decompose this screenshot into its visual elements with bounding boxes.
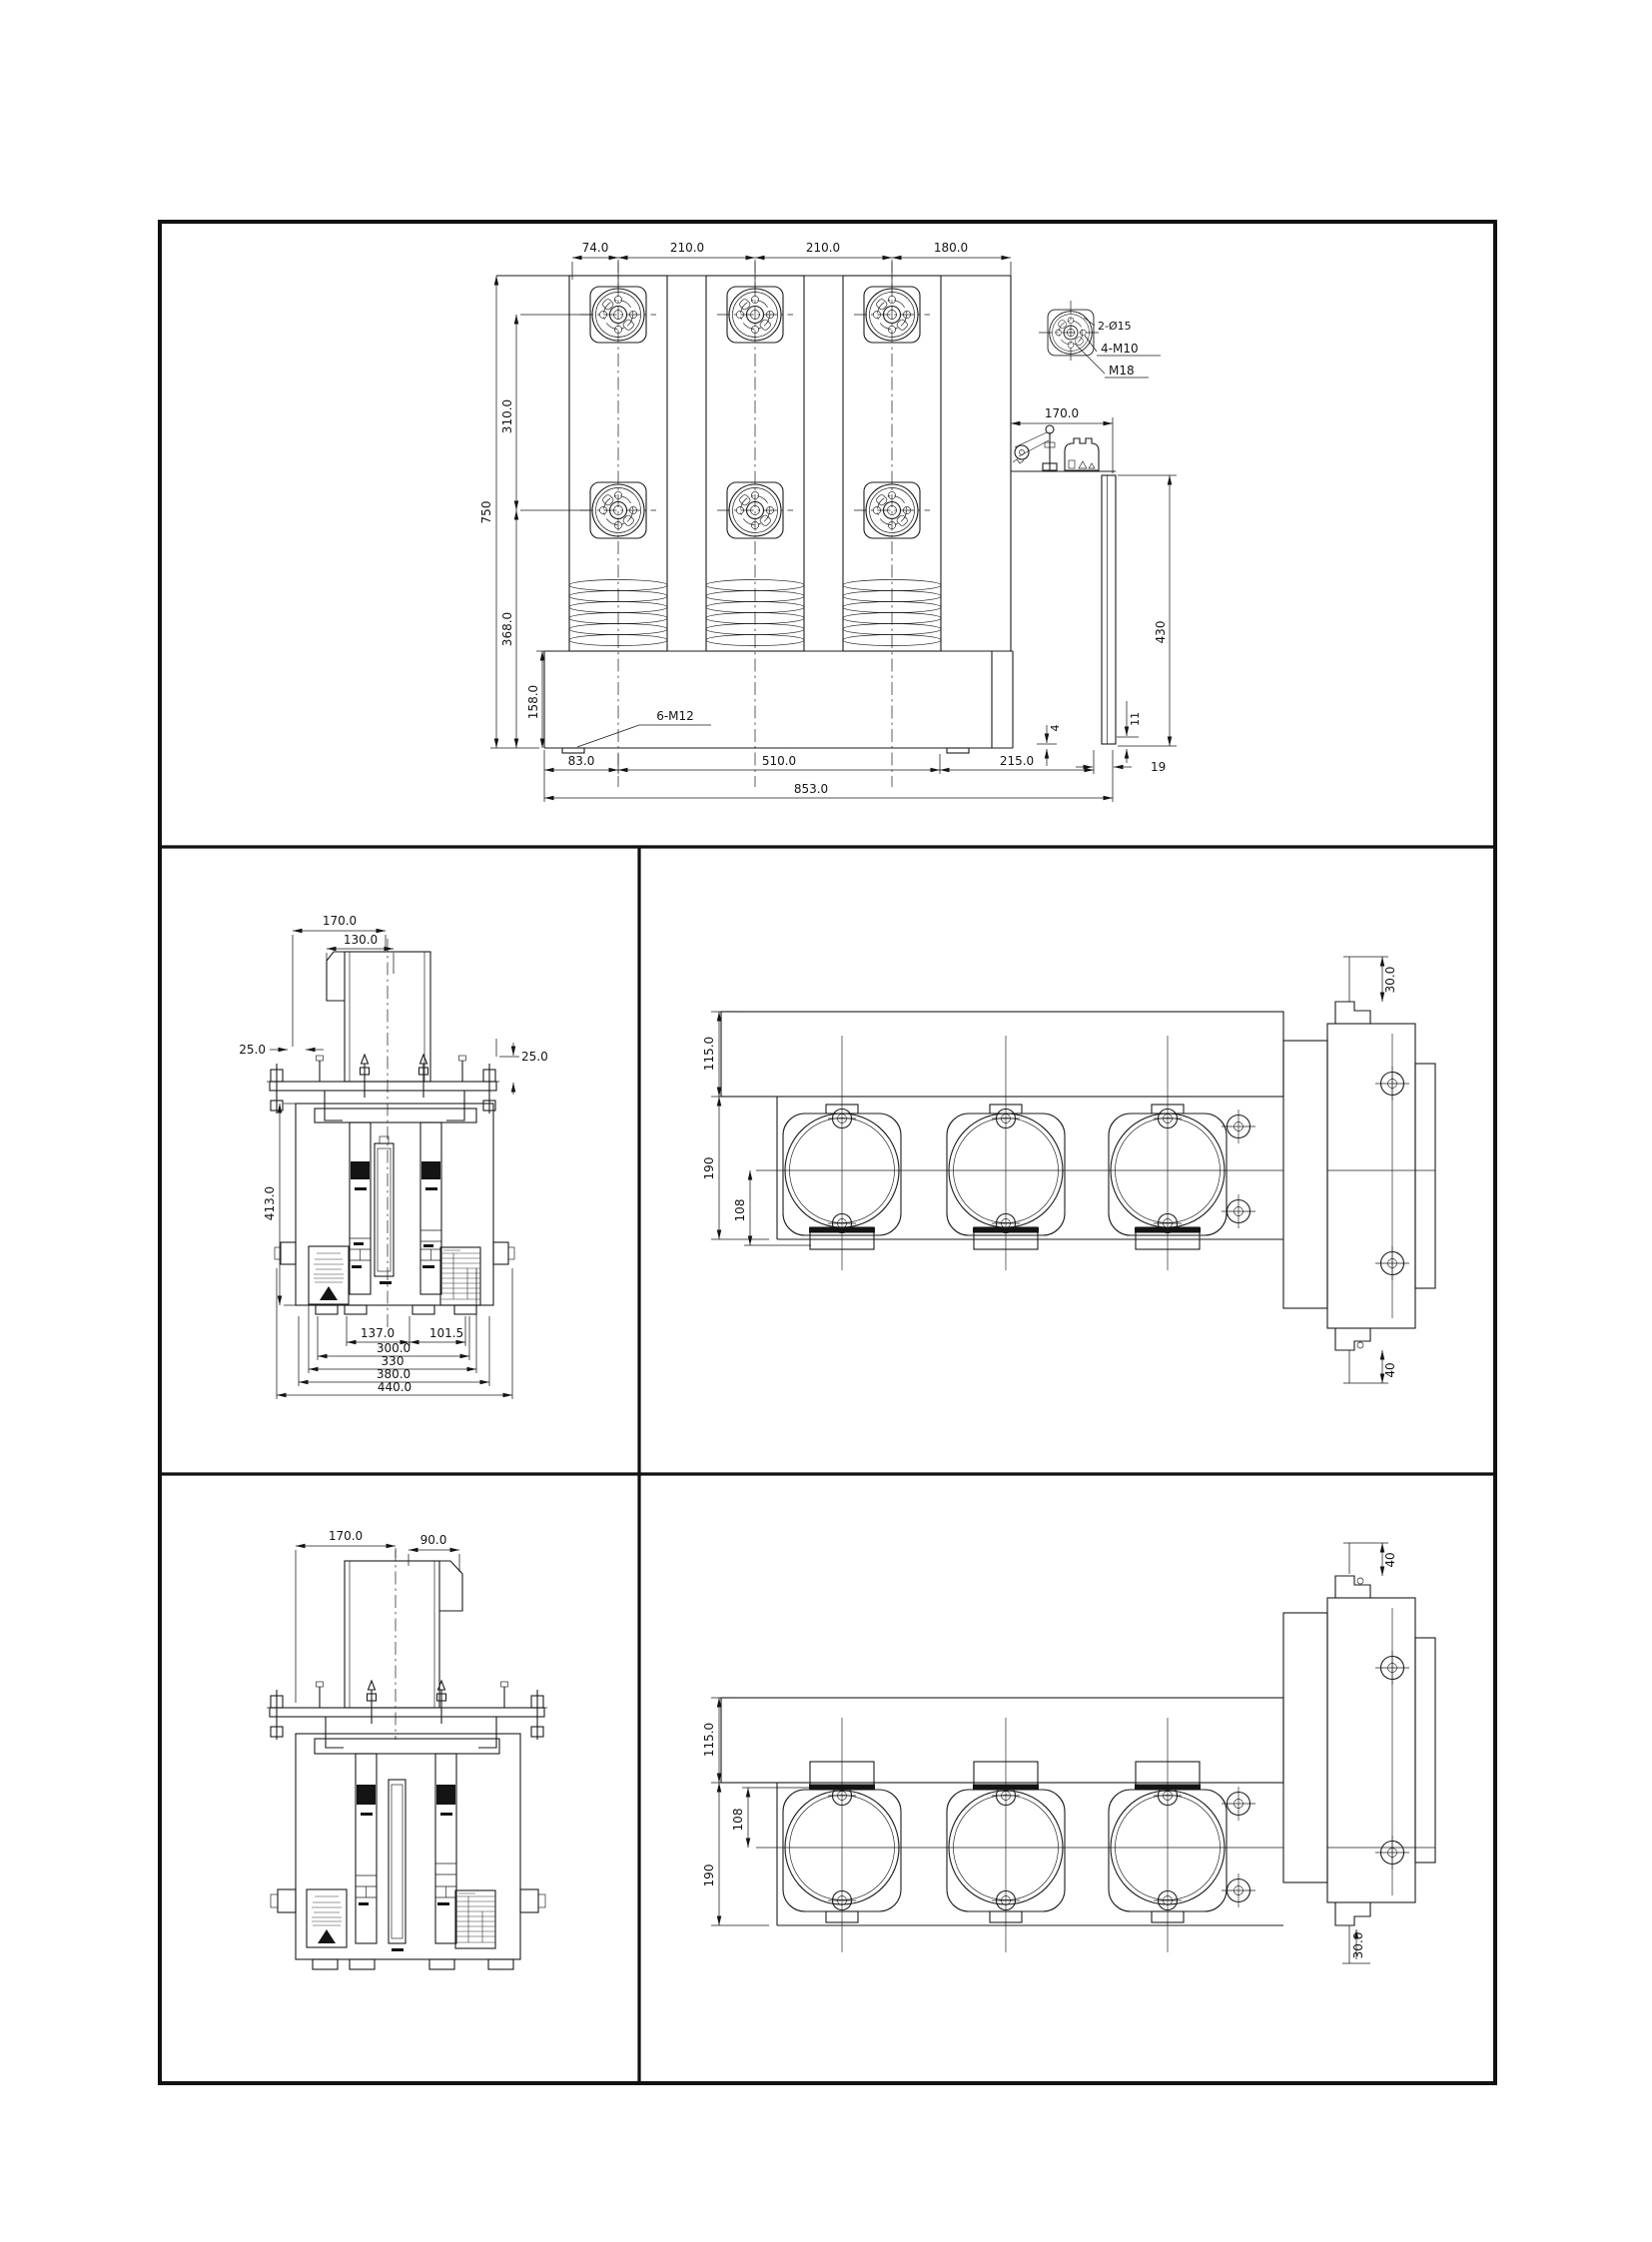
dim-label: 380.0 <box>376 1367 412 1381</box>
dim-label: 430 <box>1154 620 1168 644</box>
dim-label: 74.0 <box>581 241 609 255</box>
detail-label: M18 <box>1109 364 1135 377</box>
side2-dimensions <box>296 1529 459 1703</box>
dim-label: 210.0 <box>805 241 841 255</box>
dim-label: 300.0 <box>376 1341 412 1355</box>
detail-label: 2-Ø15 <box>1098 320 1132 333</box>
dim-label: 40 <box>1383 1362 1397 1378</box>
mounting-rail-2 <box>267 1681 547 1748</box>
dim-label: 853.0 <box>793 782 829 796</box>
interrupter-columns-2 <box>356 1754 456 1951</box>
base-view-1 <box>702 957 1435 1383</box>
dim-label: 215.0 <box>999 754 1035 768</box>
dim-label: 130.0 <box>343 933 379 947</box>
dim-label: 368.0 <box>500 611 514 647</box>
rating-nameplate-2 <box>455 1890 495 1948</box>
interrupter-columns <box>350 1122 441 1294</box>
upper-column <box>327 939 430 1328</box>
dim-label: 510.0 <box>761 754 797 768</box>
housing-2 <box>271 1734 545 1969</box>
mounting-rail <box>267 1055 499 1121</box>
base2-dimensions <box>702 1543 1397 1963</box>
dim-label: 90.0 <box>419 1533 447 1547</box>
dim-label: 19 <box>1151 760 1167 774</box>
flange-detail <box>1039 301 1161 377</box>
dim-label: 413.0 <box>263 1185 277 1221</box>
thread-callout: 6-M12 <box>656 709 694 723</box>
dim-label: 170.0 <box>322 914 358 928</box>
plan-view <box>479 241 1177 802</box>
dim-label: 115.0 <box>702 1722 716 1758</box>
operating-mechanism <box>1011 425 1116 744</box>
base1-dimensions <box>702 957 1397 1383</box>
dim-label: 210.0 <box>669 241 705 255</box>
dim-label: 440.0 <box>377 1380 413 1394</box>
upper-column-2 <box>345 1548 462 1740</box>
dim-label: 40 <box>1383 1552 1397 1568</box>
warning-nameplate <box>309 1246 349 1304</box>
dim-label: 330 <box>381 1354 405 1368</box>
dim-label: 11 <box>1129 712 1142 726</box>
mechanism-block <box>1283 1002 1435 1350</box>
dim-label: 115.0 <box>702 1036 716 1072</box>
dim-label: 170.0 <box>328 1529 364 1543</box>
dim-label: 25.0 <box>239 1043 266 1057</box>
dim-label: 310.0 <box>500 398 514 434</box>
dim-label: 83.0 <box>567 754 595 768</box>
dim-label: 190 <box>702 1156 716 1180</box>
dim-label: 170.0 <box>1044 406 1080 420</box>
dim-label: 4 <box>1049 724 1062 732</box>
mechanism-block-2 <box>1283 1576 1435 1925</box>
warning-nameplate-2 <box>307 1889 347 1947</box>
rating-nameplate <box>440 1247 480 1305</box>
base-view-2 <box>702 1543 1435 1963</box>
dim-label: 190 <box>702 1864 716 1887</box>
dim-label: 108 <box>733 1198 747 1222</box>
dim-label: 750 <box>479 500 493 524</box>
base-box <box>544 651 1013 753</box>
housing <box>275 1104 514 1314</box>
dim-label: 180.0 <box>933 241 969 255</box>
side-view-1 <box>239 914 547 1399</box>
detail-label: 4-M10 <box>1101 342 1139 356</box>
dim-label: 30.0 <box>1351 1931 1365 1959</box>
dim-label: 108 <box>731 1808 745 1832</box>
side-view-2 <box>267 1529 547 1969</box>
plan-dimensions <box>479 241 1177 802</box>
dim-label: 158.0 <box>526 684 540 720</box>
dim-label: 30.0 <box>1383 966 1397 994</box>
dim-label: 25.0 <box>521 1050 548 1064</box>
dim-label: 137.0 <box>360 1326 396 1340</box>
dim-label: 101.5 <box>428 1326 464 1340</box>
